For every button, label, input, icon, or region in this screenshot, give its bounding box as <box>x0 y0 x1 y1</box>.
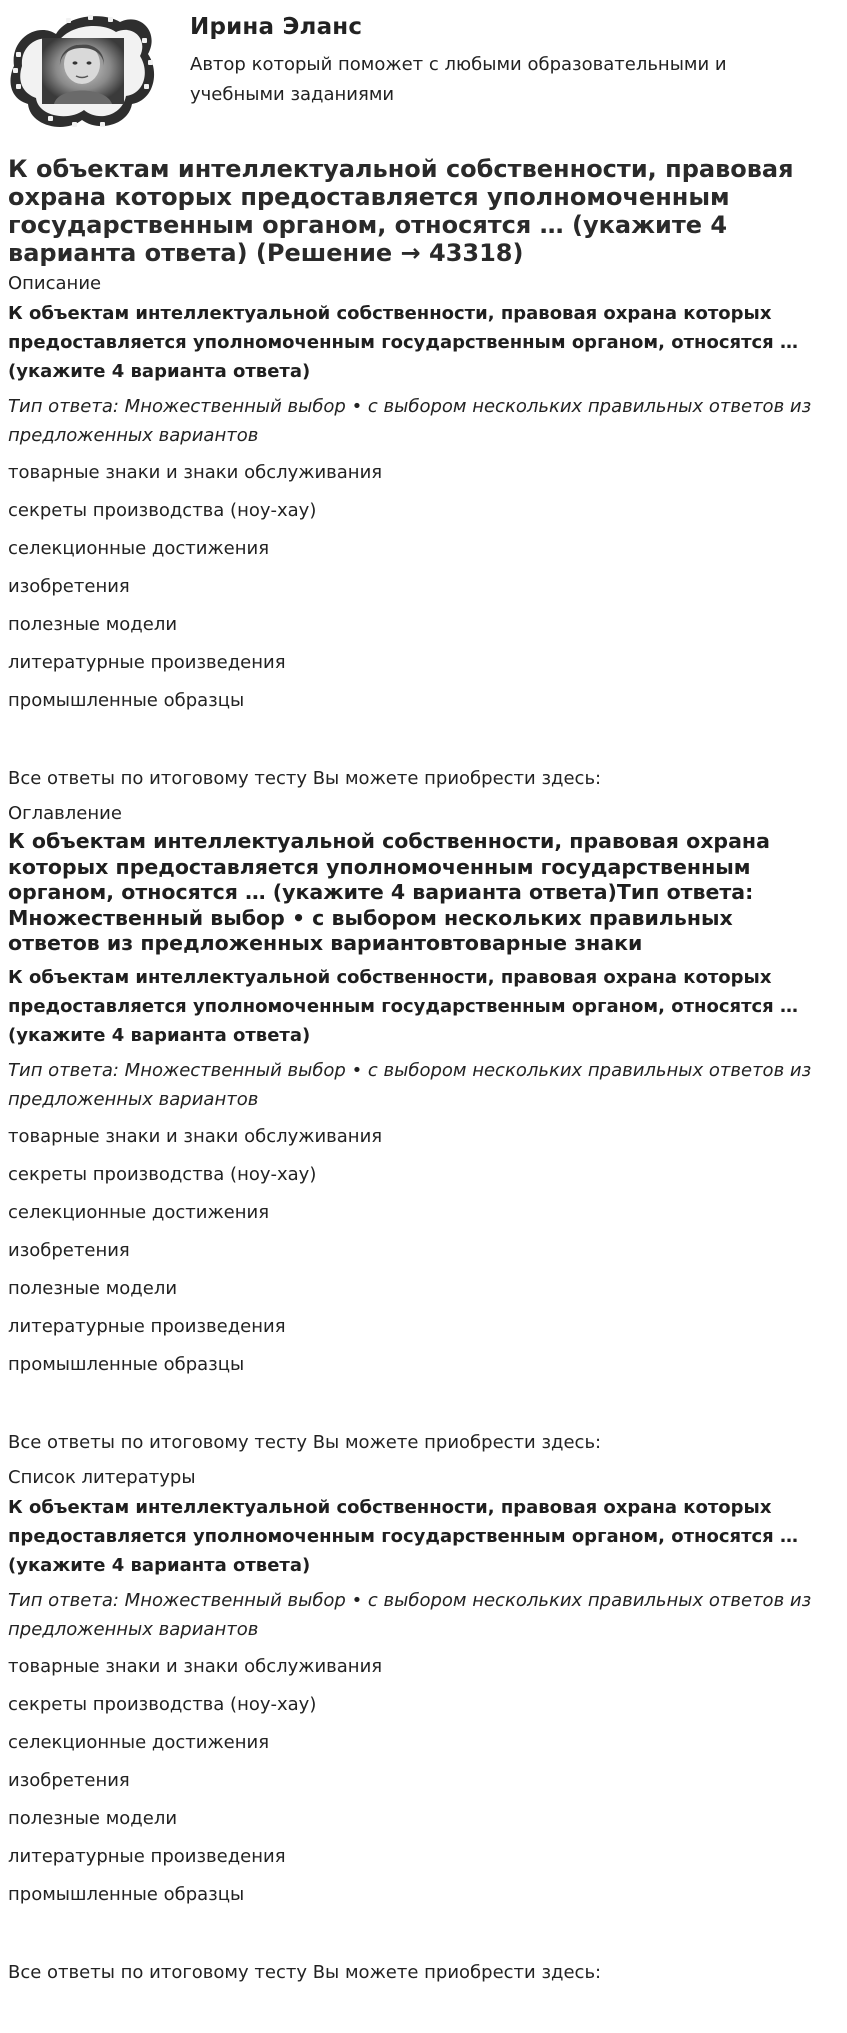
author-name[interactable]: Ирина Эланс <box>190 14 363 40</box>
question-text: К объектам интеллектуальной собственности, правовая охрана которых предоставляется уполномоченным государственным органом, относятся … (укажите 4 варианта ответа) <box>8 1496 798 1576</box>
option-item: промышленные образцы <box>8 1883 245 1905</box>
option-item: товарные знаки и знаки обслуживания <box>8 1125 383 1147</box>
option-item: секреты производства (ноу-хау) <box>8 1693 317 1715</box>
option-item: товарные знаки и знаки обслуживания <box>8 1655 383 1677</box>
buy-note: Все ответы по итоговому тесту Вы можете приобрести здесь: <box>8 1431 602 1453</box>
author-avatar[interactable] <box>8 8 158 134</box>
option-item: полезные модели <box>8 1277 178 1299</box>
option-item: литературные произведения <box>8 652 286 673</box>
option-item: промышленные образцы <box>8 1353 245 1375</box>
author-bio: Автор который поможет с любыми образовательными и учебными заданиями <box>190 54 727 105</box>
option-item: секреты производства (ноу-хау) <box>8 500 317 521</box>
option-item: селекционные достижения <box>8 538 270 559</box>
section-description <box>8 273 823 791</box>
option-item: литературные произведения <box>8 1315 286 1337</box>
answer-type: Тип ответа: Множественный выбор • с выбором нескольких правильных ответов из предложенных вариантов <box>8 1589 812 1640</box>
section-contents <box>8 803 823 1455</box>
answer-type: Тип ответа: Множественный выбор • с выбором нескольких правильных ответов из предложенных вариантов <box>8 1059 812 1110</box>
author-card <box>8 8 823 140</box>
author-info <box>190 8 790 110</box>
option-item: литературные произведения <box>8 1845 286 1867</box>
option-item: изобретения <box>8 576 130 597</box>
option-item: полезные модели <box>8 1807 178 1829</box>
author-avatar-icon <box>8 8 158 134</box>
section-label: Описание <box>8 273 102 294</box>
page-title: К объектам интеллектуальной собственности, правовая охрана которых предоставляется уполномоченным государственным органом, относятся … (укажите 4 варианта ответа) (Решение → 43318) <box>8 155 794 267</box>
option-item: изобретения <box>8 1769 130 1791</box>
contents-heading: К объектам интеллектуальной собственности, правовая охрана которых предоставляется уполномоченным государственным органом, относятся … (укажите 4 варианта ответа)Тип ответа: Множественный выбор • с выбором нескольких правильных ответов из предложенных вариантовтоварные знаки <box>8 829 770 955</box>
buy-note: Все ответы по итоговому тесту Вы можете приобрести здесь: <box>8 768 602 789</box>
section-label: Оглавление <box>8 803 122 824</box>
section-label: Список литературы <box>8 1466 196 1488</box>
option-item: изобретения <box>8 1239 130 1261</box>
question-text: К объектам интеллектуальной собственности, правовая охрана которых предоставляется уполномоченным государственным органом, относятся … (укажите 4 варианта ответа) <box>8 303 798 382</box>
question-text: К объектам интеллектуальной собственности, правовая охрана которых предоставляется уполномоченным государственным органом, относятся … (укажите 4 варианта ответа) <box>8 966 798 1046</box>
option-item: селекционные достижения <box>8 1201 270 1223</box>
option-item: промышленные образцы <box>8 690 245 711</box>
option-list <box>8 454 823 720</box>
option-item: селекционные достижения <box>8 1731 270 1753</box>
section-bibliography <box>8 1467 823 1985</box>
answer-type: Тип ответа: Множественный выбор • с выбором нескольких правильных ответов из предложенных вариантов <box>8 396 812 446</box>
buy-note: Все ответы по итоговому тесту Вы можете приобрести здесь: <box>8 1961 602 1983</box>
option-list <box>8 1118 823 1384</box>
option-list <box>8 1648 823 1914</box>
option-item: товарные знаки и знаки обслуживания <box>8 462 383 483</box>
option-item: секреты производства (ноу-хау) <box>8 1163 317 1185</box>
option-item: полезные модели <box>8 614 178 635</box>
